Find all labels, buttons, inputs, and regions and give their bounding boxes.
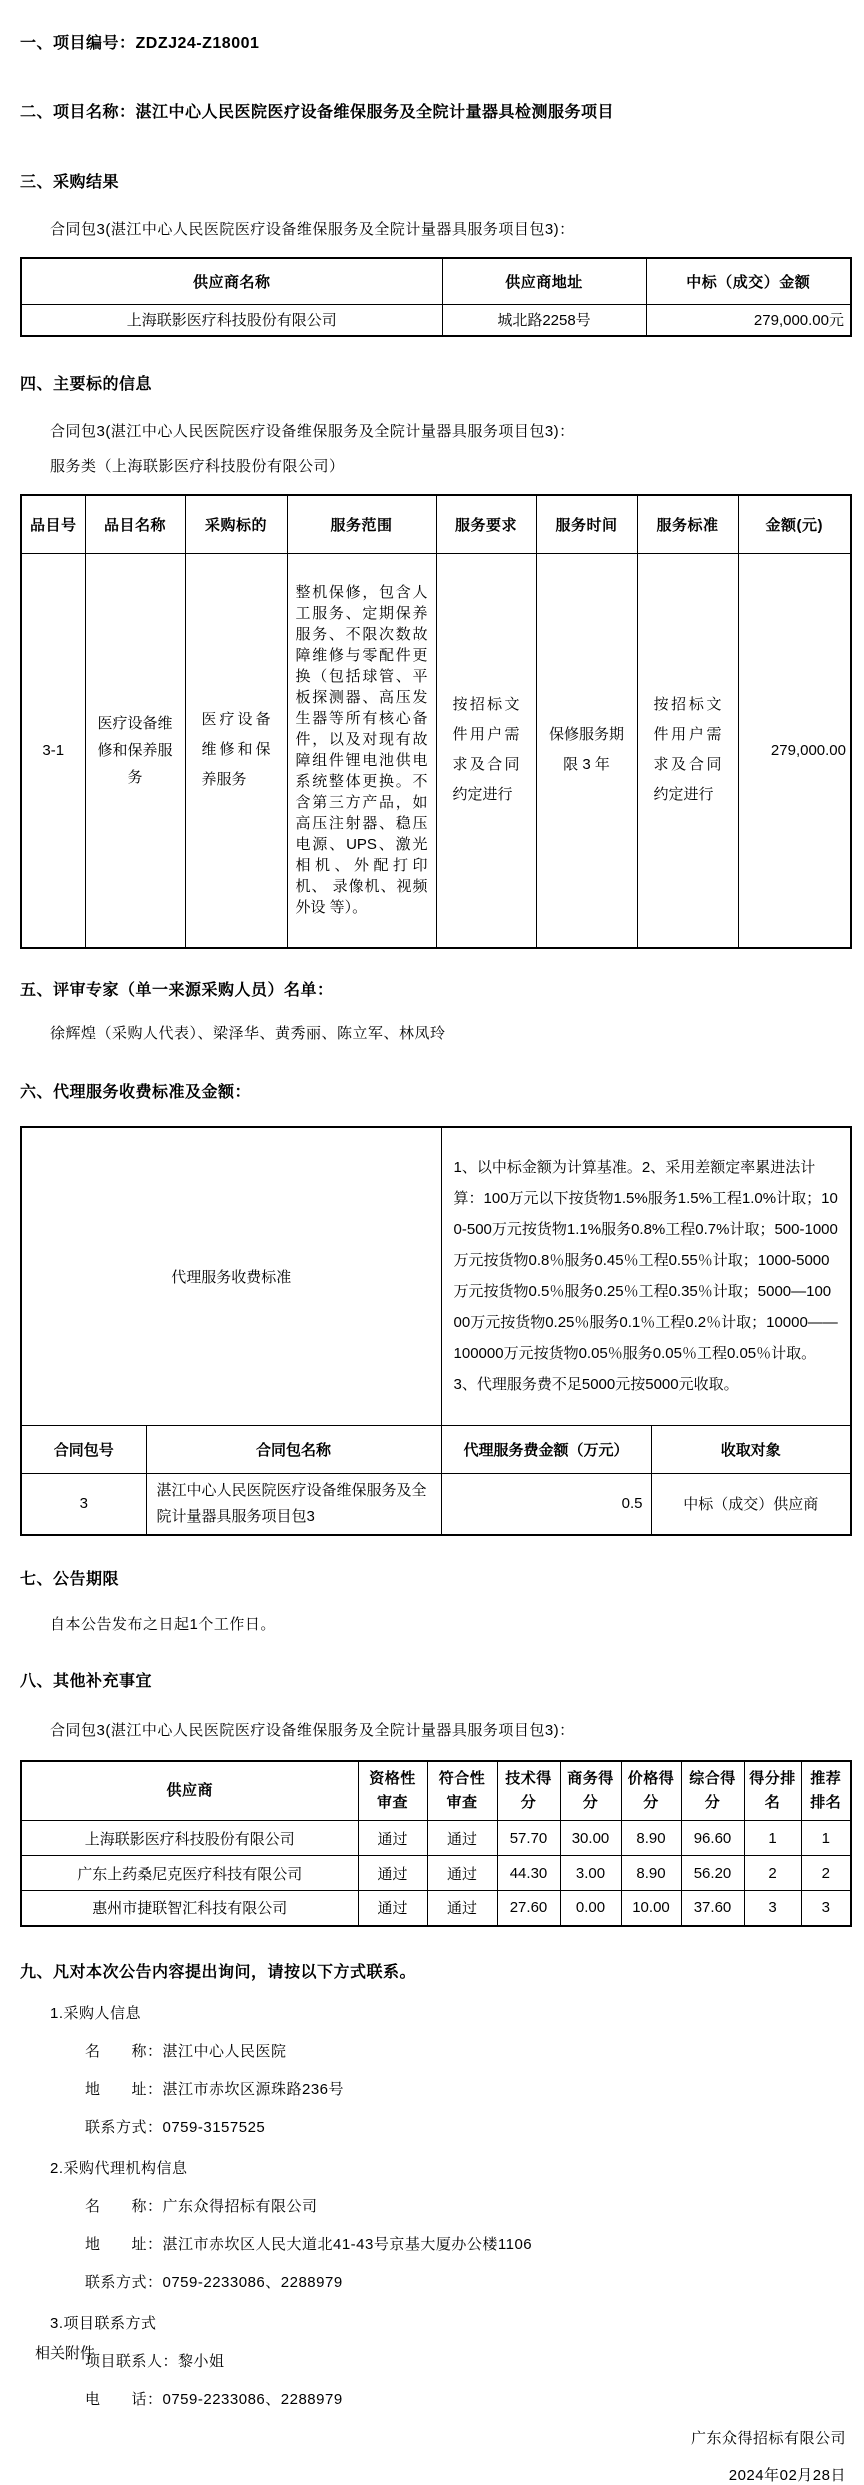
- service-requirement-cell: 按招标文件用户需求及合同约定进行: [436, 553, 536, 948]
- score-rank-cell: 1: [744, 1821, 801, 1856]
- supplier-address-cell: 城北路2258号: [442, 304, 646, 336]
- recommend-rank-cell: 2: [801, 1856, 851, 1891]
- footer-date: 2024年02月28日: [728, 2466, 846, 2484]
- subject-table-header-row: [21, 495, 851, 553]
- buyer-name-line: 名 称：湛江中心人民医院: [85, 2042, 287, 2060]
- agency-info-title: 2.采购代理机构信息: [50, 2159, 188, 2177]
- section-3-heading: 三、采购结果: [20, 174, 120, 191]
- section-8-package-intro: 合同包3(湛江中心人民医院医疗设备维保服务及全院计量器具服务项目包3)：: [50, 1721, 575, 1739]
- section-5-heading: 五、评审专家（单一来源采购人员）名单：: [20, 982, 334, 999]
- fee-amount-cell: 0.5: [441, 1473, 651, 1535]
- award-amount-cell: 279,000.00元: [646, 304, 851, 336]
- service-scope-cell: 整机保修，包含人工服务、定期保养服务、不限次数故障维修与零配件更换（包括球管、平板探测器、高压发生器等所有核心备件，以及对现有故障组件锂电池供电系统整体更换。不含第三方产品，如高压注射器、稳压电源、UPS、激光相机、外配打印机、 录像机、视频外设 等）。: [287, 553, 436, 948]
- agency-fee-standard-row: [21, 1127, 851, 1425]
- section-2-heading: 二、项目名称：湛江中心人民医院医疗设备维保服务及全院计量器具检测服务项目: [20, 104, 615, 121]
- agency-name-line: 名 称：广东众得招标有限公司: [85, 2197, 318, 2215]
- column-header-supplier: 供应商: [21, 1761, 358, 1821]
- total-score-cell: 37.60: [681, 1891, 744, 1926]
- price-score-cell: 10.00: [621, 1891, 681, 1926]
- service-standard-cell: 按招标文件用户需求及合同约定进行: [637, 553, 738, 948]
- amount-cell: 279,000.00: [738, 553, 851, 948]
- column-header-qualification-review: 资格性审查: [358, 1761, 427, 1821]
- column-header-fee-amount: 代理服务费金额（万元）: [441, 1425, 651, 1473]
- agency-fee-table: [20, 1126, 852, 1536]
- evaluation-table: [20, 1760, 852, 1927]
- score-rank-cell: 2: [744, 1856, 801, 1891]
- subject-table: [20, 494, 852, 949]
- business-score-cell: 0.00: [560, 1891, 621, 1926]
- fee-standard-label-cell: 代理服务收费标准: [21, 1127, 441, 1425]
- column-header-technical-score: 技术得分: [497, 1761, 560, 1821]
- agency-fee-data-row: [21, 1473, 851, 1535]
- project-person-line: 项目联系人：黎小姐: [85, 2352, 225, 2370]
- column-header-item-no: 品目号: [21, 495, 85, 553]
- result-table: [20, 257, 852, 337]
- column-header-service-time: 服务时间: [536, 495, 637, 553]
- column-header-conformity-review: 符合性审查: [427, 1761, 497, 1821]
- supplier-cell: 上海联影医疗科技股份有限公司: [21, 1821, 358, 1856]
- column-header-service-requirement: 服务要求: [436, 495, 536, 553]
- supplier-cell: 惠州市捷联智汇科技有限公司: [21, 1891, 358, 1926]
- column-header-item-name: 品目名称: [85, 495, 185, 553]
- subject-table-row: [21, 553, 851, 948]
- project-contact-title: 3.项目联系方式: [50, 2314, 157, 2332]
- price-score-cell: 8.90: [621, 1856, 681, 1891]
- result-table-header-row: [21, 258, 851, 304]
- column-header-amount-yuan: 金额(元): [738, 495, 851, 553]
- agency-fee-header-row: [21, 1425, 851, 1473]
- buyer-address-line: 地 址：湛江市赤坎区源珠路236号: [85, 2080, 345, 2098]
- business-score-cell: 30.00: [560, 1821, 621, 1856]
- agency-address-line: 地 址：湛江市赤坎区人民大道北41-43号京基大厦办公楼1106: [85, 2235, 533, 2253]
- agency-contact-line: 联系方式：0759-2233086、2288979: [85, 2273, 343, 2291]
- evaluation-row-1: [21, 1821, 851, 1856]
- fee-payer-cell: 中标（成交）供应商: [651, 1473, 851, 1535]
- section-4-service-intro: 服务类（上海联影医疗科技股份有限公司）: [50, 458, 345, 475]
- qualification-cell: 通过: [358, 1821, 427, 1856]
- service-time-cell: 保修服务期限 3 年: [536, 553, 637, 948]
- section-6-heading: 六、代理服务收费标准及金额：: [20, 1084, 252, 1101]
- buyer-info-title: 1.采购人信息: [50, 2004, 142, 2022]
- column-header-business-score: 商务得分: [560, 1761, 621, 1821]
- recommend-rank-cell: 3: [801, 1891, 851, 1926]
- technical-score-cell: 27.60: [497, 1891, 560, 1926]
- section-9-heading: 九、凡对本次公告内容提出询问，请按以下方式联系。: [20, 1963, 417, 1981]
- result-table-row: [21, 304, 851, 336]
- buyer-contact-line: 联系方式：0759-3157525: [85, 2118, 266, 2136]
- section-7-heading: 七、公告期限: [20, 1570, 120, 1588]
- supplier-cell: 广东上药桑尼克医疗科技有限公司: [21, 1856, 358, 1891]
- total-score-cell: 56.20: [681, 1856, 744, 1891]
- business-score-cell: 3.00: [560, 1856, 621, 1891]
- column-header-price-score: 价格得分: [621, 1761, 681, 1821]
- column-header-award-amount: 中标（成交）金额: [646, 258, 851, 304]
- supplier-name-cell: 上海联影医疗科技股份有限公司: [21, 304, 442, 336]
- procurement-target-cell: 医疗设备维修和保养服务: [185, 553, 287, 948]
- score-rank-cell: 3: [744, 1891, 801, 1926]
- section-1-heading: 一、项目编号：ZDZJ24-Z18001: [20, 35, 260, 52]
- fee-standard-text-cell: 1、以中标金额为计算基准。2、采用差额定率累进法计算：100万元以下按货物1.5%服务1.5%工程1.0%计取；100-500万元按货物1.1%服务0.8%工程0.7%计取；500-1000万元按货物0.8％服务0.45％工程0.55％计取；1000-5000万元按货物0.5％服务0.25％工程0.35％计取；5000—10000万元按货物0.25％服务0.1％工程0.2％计取；10000——100000万元按货物0.05％服务0.05％工程0.05％计取。3、代理服务费不足5000元按5000元收取。: [441, 1127, 851, 1425]
- evaluation-header-row: [21, 1761, 851, 1821]
- column-header-package-name: 合同包名称: [146, 1425, 441, 1473]
- section-4-package-intro: 合同包3(湛江中心人民医院医疗设备维保服务及全院计量器具服务项目包3)：: [50, 423, 575, 440]
- attachments-label-cut: 相关附件: [35, 2345, 96, 2362]
- qualification-cell: 通过: [358, 1891, 427, 1926]
- column-header-package-no: 合同包号: [21, 1425, 146, 1473]
- column-header-supplier-address: 供应商地址: [442, 258, 646, 304]
- column-header-total-score: 综合得分: [681, 1761, 744, 1821]
- total-score-cell: 96.60: [681, 1821, 744, 1856]
- evaluation-row-2: [21, 1856, 851, 1891]
- section-8-heading: 八、其他补充事宜: [20, 1672, 153, 1690]
- column-header-fee-payer: 收取对象: [651, 1425, 851, 1473]
- section-4-heading: 四、主要标的信息: [20, 376, 153, 393]
- evaluation-row-3: [21, 1891, 851, 1926]
- section-3-package-intro: 合同包3(湛江中心人民医院医疗设备维保服务及全院计量器具服务项目包3)：: [50, 221, 575, 238]
- price-score-cell: 8.90: [621, 1821, 681, 1856]
- package-name-cell: 湛江中心人民医院医疗设备维保服务及全院计量器具服务项目包3: [146, 1473, 441, 1535]
- column-header-score-rank: 得分排名: [744, 1761, 801, 1821]
- technical-score-cell: 57.70: [497, 1821, 560, 1856]
- item-name-cell: 医疗设备维修和保养服务: [85, 553, 185, 948]
- recommend-rank-cell: 1: [801, 1821, 851, 1856]
- qualification-cell: 通过: [358, 1856, 427, 1891]
- column-header-service-standard: 服务标准: [637, 495, 738, 553]
- technical-score-cell: 44.30: [497, 1856, 560, 1891]
- column-header-supplier-name: 供应商名称: [21, 258, 442, 304]
- announcement-period-text: 自本公告发布之日起1个工作日。: [50, 1615, 276, 1633]
- item-no-cell: 3-1: [21, 553, 85, 948]
- package-no-cell: 3: [21, 1473, 146, 1535]
- conformity-cell: 通过: [427, 1856, 497, 1891]
- column-header-service-scope: 服务范围: [287, 495, 436, 553]
- conformity-cell: 通过: [427, 1821, 497, 1856]
- footer-company-signature: 广东众得招标有限公司: [690, 2429, 846, 2447]
- column-header-recommend-rank: 推荐排名: [801, 1761, 851, 1821]
- conformity-cell: 通过: [427, 1891, 497, 1926]
- expert-names: 徐辉煌（采购人代表）、梁泽华、黄秀丽、陈立军、林凤玲: [50, 1025, 446, 1042]
- column-header-procurement-target: 采购标的: [185, 495, 287, 553]
- project-phone-line: 电 话：0759-2233086、2288979: [85, 2390, 343, 2408]
